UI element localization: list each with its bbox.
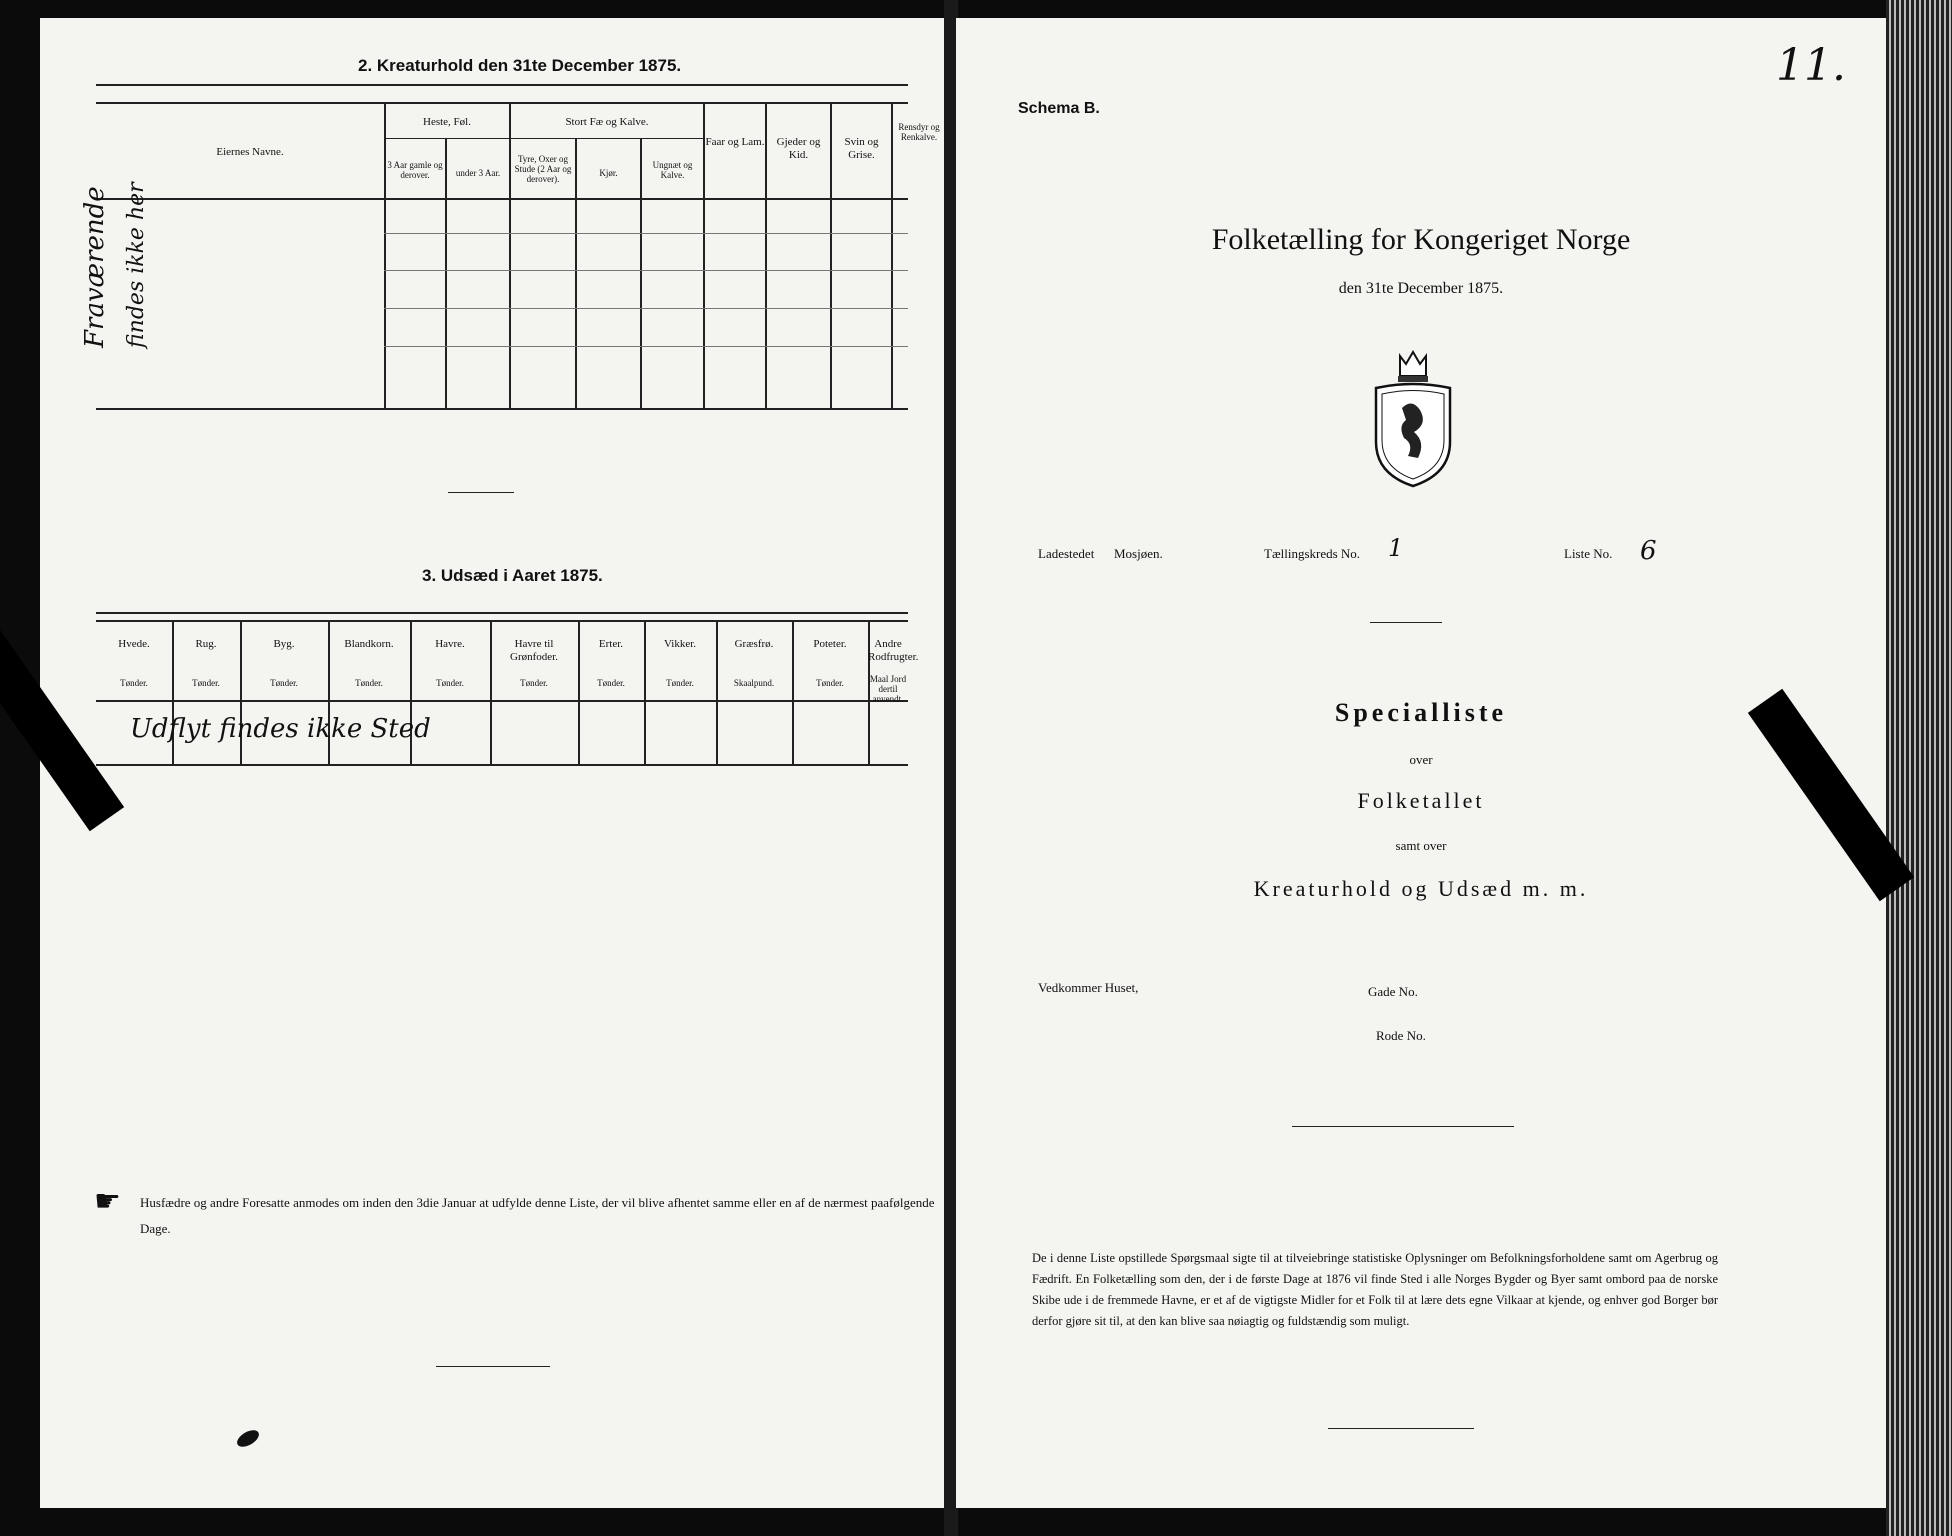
house-label: Vedkommer Huset, — [1038, 980, 1139, 995]
rule — [575, 138, 577, 408]
seed-col-unit: Tønder. — [120, 678, 148, 688]
section3-title: 3. Udsæd i Aaret 1875. — [422, 566, 603, 585]
list-value: 6 — [1640, 536, 1657, 566]
rule — [384, 138, 704, 139]
over-label: over — [1409, 752, 1433, 767]
notice-text: Husfædre og andre Foresatte anmodes om inden den 3die Januar at udfylde denne Liste, der vil blive afhentet samme eller en af de nærmest paafølgende Dage. — [140, 1195, 935, 1236]
rode-label: Rode No. — [1376, 1028, 1426, 1043]
rule — [384, 270, 908, 271]
divider — [1328, 1428, 1474, 1429]
seed-col-name: Andre Rodfrugter. — [868, 638, 919, 663]
district-label: Tællingskreds No. — [1264, 546, 1361, 561]
right-page — [956, 18, 1886, 1508]
seed-col-name: Rug. — [195, 638, 217, 650]
seed-col-name: Blandkorn. — [344, 638, 394, 650]
rule — [96, 198, 908, 200]
samt-over-label: samt over — [1395, 838, 1447, 853]
seed-col-unit: Tønder. — [192, 678, 220, 688]
place-value: Mosjøen. — [1114, 546, 1163, 561]
col-pig: Svin og Grise. — [844, 136, 879, 161]
seed-col-name: Erter. — [598, 638, 624, 650]
seed-col-name: Vikker. — [663, 638, 697, 650]
seed-col-unit: Skaalpund. — [733, 678, 775, 688]
seed-col-unit: Tønder. — [597, 678, 625, 688]
seed-col-unit: Tønder. — [520, 678, 548, 688]
col-cattle-c: Ungnæt og Kalve. — [652, 160, 693, 180]
section2-hand-1: Fraværende — [80, 186, 110, 348]
coat-of-arms-icon — [1370, 346, 1456, 492]
section3-hand: Udflyt findes ikke Sted — [130, 714, 431, 744]
seed-col-name: Hvede. — [118, 638, 150, 650]
col-horse-b: under 3 Aar. — [455, 168, 501, 178]
col-horse-a: 3 Aar gamle og derover. — [387, 160, 443, 180]
seed-col-unit: Tønder. — [436, 678, 464, 688]
seed-col-name: Havre. — [435, 638, 465, 650]
seed-col-unit: Tønder. — [355, 678, 383, 688]
seed-col-unit: Tønder. — [666, 678, 694, 688]
rule — [96, 620, 908, 622]
seed-col-unit: Tønder. — [270, 678, 298, 688]
seed-col-name: Byg. — [273, 638, 295, 650]
divider — [1292, 1126, 1514, 1127]
seed-col-name: Græsfrø. — [734, 638, 774, 650]
divider — [448, 492, 514, 493]
rule — [96, 84, 908, 86]
col-owner: Eiernes Navne. — [216, 146, 284, 158]
divider — [1370, 622, 1442, 623]
list-label: Liste No. — [1564, 546, 1613, 561]
seed-col-name: Havre til Grønfoder. — [510, 638, 558, 663]
explanation-text: De i denne Liste opstillede Spørgsmaal sigte til at tilveiebringe statistiske Oplysninger om Befolkningsforholdene samt om Agerbrug og Fædrift. En Folketælling som den, der i de første Dage at 1876 vil finde Sted i alle Norges Bygder og Byer samt ombord paa de norske Skibe ude i de fremmede Havne, er et af de vigtigste Midler for et Folk til at lære dets egne Vilkaar at kjende, og enhver god Borger bør derfor gjøre sit til, at den kan blive saa nøiagtig og fuldstændig som muligt. — [1032, 1251, 1718, 1328]
census-title: Folketælling for Kongeriget Norge — [1211, 223, 1631, 256]
divider — [436, 1366, 550, 1367]
section2-title: 2. Kreaturhold den 31te December 1875. — [358, 56, 682, 75]
rule — [384, 233, 908, 234]
street-label: Gade No. — [1368, 984, 1418, 999]
rule — [384, 346, 908, 347]
place-label: Ladestedet — [1038, 546, 1095, 561]
rule — [96, 700, 908, 702]
rule — [96, 408, 908, 410]
special-list-title: Specialliste — [1334, 698, 1508, 727]
rule — [509, 102, 511, 408]
col-cattle-a: Tyre, Oxer og Stude (2 Aar og derover). — [514, 154, 572, 184]
pointing-hand-icon: ☛ — [94, 1185, 121, 1218]
page-number: 11. — [1776, 40, 1846, 91]
district-value: 1 — [1388, 534, 1404, 562]
schema-label: Schema B. — [1018, 100, 1100, 117]
col-reindeer: Rensdyr og Renkalve. — [898, 122, 940, 142]
census-date: den 31te December 1875. — [1338, 280, 1504, 297]
seed-col-unit: Maal Jord dertil anvendt. — [869, 674, 907, 704]
col-horse: Heste, Føl. — [423, 116, 471, 128]
col-sheep: Faar og Lam. — [705, 136, 765, 148]
kreaturhold-label: Kreaturhold og Udsæd m. m. — [1253, 876, 1589, 901]
seed-col-unit: Tønder. — [816, 678, 844, 688]
section2-hand-2: findes ikke her — [124, 182, 149, 348]
folketallet-label: Folketallet — [1357, 788, 1485, 813]
rule — [96, 764, 908, 766]
col-goat: Gjeder og Kid. — [776, 136, 821, 161]
rule — [384, 102, 386, 408]
left-page — [40, 18, 946, 1508]
page-edges — [1886, 0, 1952, 1536]
rule — [891, 102, 893, 408]
col-cattle: Stort Fæ og Kalve. — [565, 116, 649, 128]
rule — [384, 308, 908, 309]
rule — [96, 102, 908, 104]
ink-blot — [234, 1427, 261, 1450]
seed-col-name: Poteter. — [813, 638, 847, 650]
col-cattle-b: Kjør. — [599, 168, 618, 178]
rule — [96, 612, 908, 614]
rule — [445, 138, 447, 408]
